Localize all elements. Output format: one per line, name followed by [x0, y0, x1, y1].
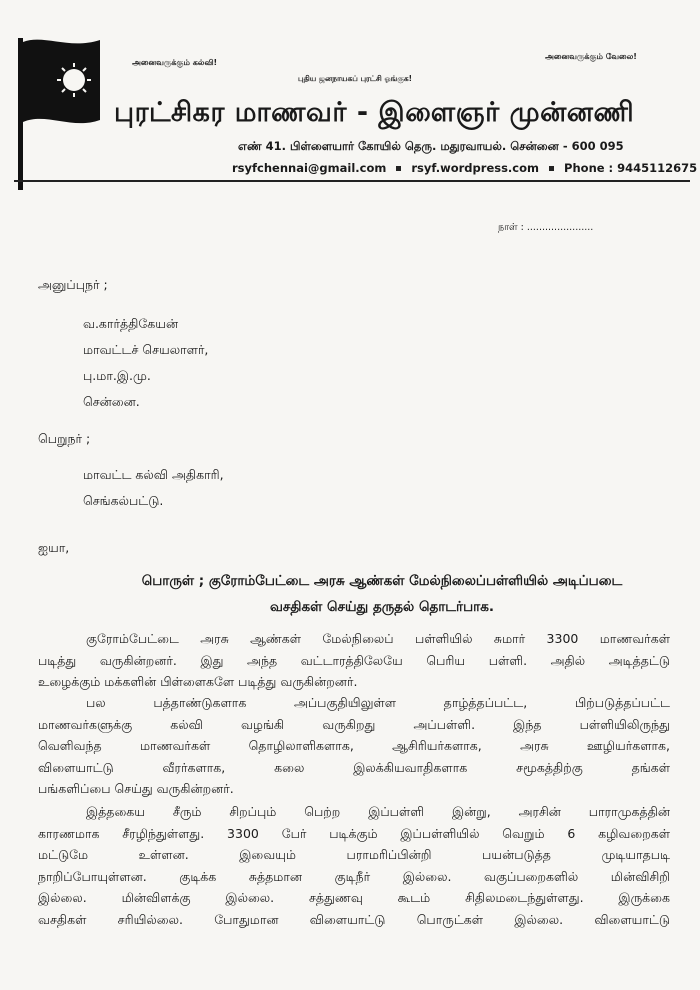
bullet-icon [549, 166, 554, 171]
contact-line [232, 161, 697, 175]
paragraph-line: மாணவர்களுக்கு கல்வி வழங்கி வருகிறது அப்பள்ளி. இந்த பள்ளியிலிருந்து [38, 716, 670, 732]
paragraph-line: படித்து வருகின்றனர். இது அந்த வட்டாரத்திலேயே பெரிய பள்ளி. அதில் அடித்தட்டு [38, 652, 670, 668]
recipient-line: செங்கல்பட்டு. [83, 493, 164, 508]
paragraph-line: விளையாட்டு வீரர்களாக, கலை இலக்கியவாதிகளாக சமூகத்திற்கு தங்கள் [38, 759, 670, 775]
subject-line [82, 568, 682, 620]
paragraph-line: இல்லை. மின்விளக்கு இல்லை. சத்துணவு கூடம் சிதிலமடைந்துள்ளது. இருக்கை [38, 890, 670, 906]
body-paragraph [38, 628, 670, 693]
salutation: ஐயா, [38, 540, 70, 555]
flag-logo-icon [14, 32, 104, 190]
website-link[interactable]: rsyf.wordpress.com [411, 161, 540, 175]
phone-number: Phone : 9445112675 [564, 161, 698, 175]
paragraph-line: நாறிப்போயுள்ளன. குடிக்க சுத்தமான குடிநீர் இல்லை. வகுப்பறைகளில் மின்விசிறி [38, 868, 670, 884]
paragraph-line: மட்டுமே உள்ளன. இவையும் பராமரிப்பின்றி பயன்படுத்த முடியாதபடி [38, 847, 670, 863]
paragraph-line: வசதிகள் சரியில்லை. போதுமான விளையாட்டு பொருட்கள் இல்லை. விளையாட்டு [38, 911, 670, 927]
header-divider [14, 180, 690, 182]
recipient-address [83, 462, 224, 514]
organization-address: எண் 41. பிள்ளையார் கோயில் தெரு. மதுரவாயல். சென்னை - 600 095 [238, 139, 624, 153]
email-link[interactable]: rsyfchennai@gmail.com [232, 161, 387, 175]
paragraph-line: காரணமாக சீரழிந்துள்ளது. 3300 பேர் படிக்கும் இப்பள்ளியில் வெறும் 6 கழிவறைகள் [38, 825, 670, 841]
body-paragraph [38, 692, 670, 800]
recipient-line: மாவட்ட கல்வி அதிகாரி, [83, 467, 224, 482]
slogan-education: அனைவருக்கும் கல்வி! [132, 58, 218, 67]
paragraph-line: வெளிவந்த மாணவர்கள் தொழிலாளிகளாக, ஆசிரியர்களாக, அரசு ஊழியர்களாக, [38, 738, 670, 754]
slogan-revolution: புதிய ஜனநாயகப் புரட்சி ஓங்குக! [298, 74, 413, 83]
sender-address [83, 311, 208, 415]
date-field: நாள் : ...................... [498, 222, 594, 233]
paragraph-line: இத்தகைய சீரும் சிறப்பும் பெற்ற இப்பள்ளி இன்று, அரசின் பாராமுகத்தின் [86, 804, 670, 819]
sender-line: சென்னை. [83, 394, 140, 409]
subject-text: வசதிகள் செய்து தருதல் தொடர்பாக. [270, 599, 494, 615]
bullet-icon [396, 166, 401, 171]
paragraph-line: உழைக்கும் மக்களின் பிள்ளைகளே படித்து வருகின்றனர். [38, 674, 358, 690]
sender-line: வ.கார்த்திகேயன் [83, 316, 179, 331]
recipient-heading: பெறுநர் ; [38, 431, 91, 446]
sender-heading: அனுப்புநர் ; [38, 277, 108, 292]
organization-name: புரட்சிகர மாணவர் - இளைஞர் முன்னணி [114, 97, 635, 128]
sender-line: பு.மா.இ.மு. [83, 368, 151, 383]
body-paragraph [38, 801, 670, 931]
paragraph-line: பங்களிப்பை செய்து வருகின்றனர். [38, 781, 234, 797]
sender-line: மாவட்டச் செயலாளர், [83, 342, 209, 357]
subject-text: பொருள் ; குரோம்பேட்டை அரசு ஆண்கள் மேல்நிலைப்பள்ளியில் அடிப்படை [141, 573, 623, 589]
paragraph-line: பல பத்தாண்டுகளாக அப்பகுதியிலுள்ள தாழ்த்தப்பட்ட, பிற்படுத்தப்பட்ட [86, 695, 670, 710]
paragraph-line: குரோம்பேட்டை அரசு ஆண்கள் மேல்நிலைப் பள்ளியில் சுமார் 3300 மாணவர்கள் [86, 631, 670, 646]
slogan-employment: அனைவருக்கும் வேலை! [545, 52, 637, 61]
